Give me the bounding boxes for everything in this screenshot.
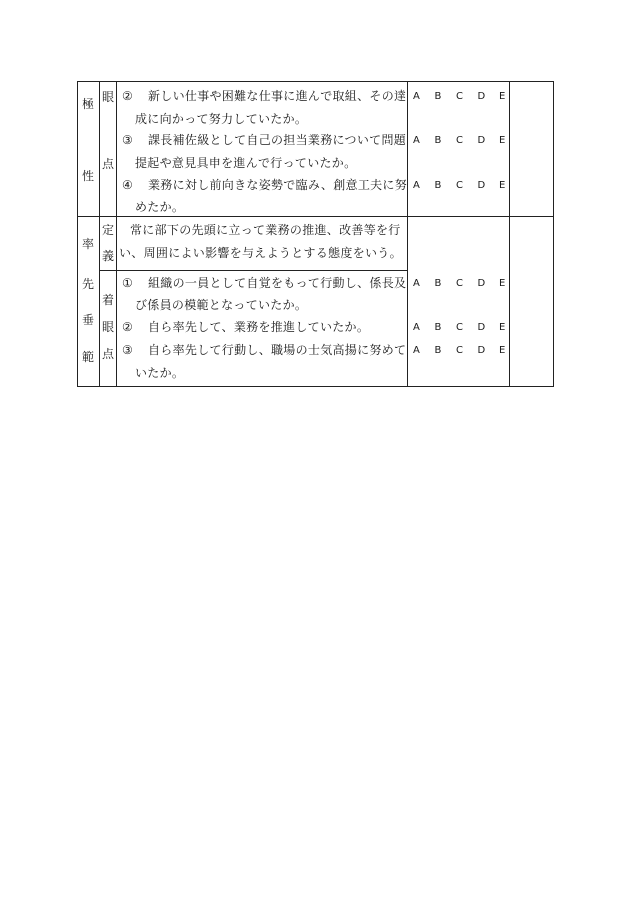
grade-c[interactable]: C bbox=[456, 91, 463, 102]
category-char: 率 bbox=[82, 237, 95, 251]
grade-a[interactable]: A bbox=[413, 345, 420, 356]
grade-c[interactable]: C bbox=[456, 322, 463, 333]
item-number: ② bbox=[122, 89, 134, 103]
item-text-line: 組織の一員として自覚をもって行動し、係長及 bbox=[148, 276, 407, 290]
grade-options bbox=[413, 134, 521, 148]
grade-c[interactable]: C bbox=[456, 345, 463, 356]
table-rule-section-divider bbox=[77, 216, 554, 217]
item-text-line: 提起や意見具申を進んで行っていたか。 bbox=[135, 156, 357, 170]
grade-b[interactable]: B bbox=[434, 278, 442, 289]
table-rule-bottom bbox=[77, 386, 554, 387]
grade-e[interactable]: E bbox=[499, 91, 506, 102]
grade-e[interactable]: E bbox=[499, 322, 506, 333]
item-number: ② bbox=[122, 320, 134, 334]
grade-a[interactable]: A bbox=[413, 91, 420, 102]
grade-a[interactable]: A bbox=[413, 180, 420, 191]
aspect-label-char: 眼 bbox=[102, 320, 115, 334]
item-text-line: び係員の模範となっていたか。 bbox=[135, 298, 308, 312]
grade-a[interactable]: A bbox=[413, 322, 420, 333]
aspect-label-char: 着 bbox=[102, 293, 115, 307]
grade-options bbox=[413, 90, 521, 104]
aspect-label-char: 点 bbox=[102, 347, 115, 361]
grade-a[interactable]: A bbox=[413, 135, 420, 146]
grade-options bbox=[413, 321, 521, 335]
item-text-line: 新しい仕事や困難な仕事に進んで取組、その達 bbox=[148, 89, 407, 103]
table-rule-category-right bbox=[99, 81, 100, 387]
grade-e[interactable]: E bbox=[499, 135, 506, 146]
grade-options bbox=[413, 344, 521, 358]
item-number: ③ bbox=[122, 343, 134, 357]
category-char: 性 bbox=[82, 169, 95, 183]
item-text-line: いたか。 bbox=[135, 366, 185, 380]
grade-b[interactable]: B bbox=[434, 135, 442, 146]
grade-c[interactable]: C bbox=[456, 135, 463, 146]
item-number: ④ bbox=[122, 178, 134, 192]
table-rule-definition-divider bbox=[99, 270, 408, 271]
grade-d[interactable]: D bbox=[477, 278, 486, 289]
item-number: ③ bbox=[122, 133, 134, 147]
grade-c[interactable]: C bbox=[456, 180, 463, 191]
definition-text-line: い、周囲によい影響を与えようとする態度をいう。 bbox=[119, 246, 402, 260]
grade-d[interactable]: D bbox=[477, 180, 486, 191]
aspect-label-char: 点 bbox=[102, 157, 115, 171]
grade-options bbox=[413, 179, 521, 193]
item-text-line: 課長補佐級として自己の担当業務について問題 bbox=[148, 133, 407, 147]
category-char: 垂 bbox=[82, 313, 95, 327]
grade-e[interactable]: E bbox=[499, 278, 506, 289]
grade-a[interactable]: A bbox=[413, 278, 420, 289]
table-rule-top bbox=[77, 81, 554, 82]
table-rule-right bbox=[553, 81, 554, 387]
item-text-line: 自ら率先して、業務を推進していたか。 bbox=[148, 320, 370, 334]
grade-d[interactable]: D bbox=[477, 345, 486, 356]
item-text-line: 自ら率先して行動し、職場の士気高揚に努めて bbox=[148, 343, 407, 357]
grade-d[interactable]: D bbox=[477, 322, 486, 333]
table-rule-left bbox=[77, 81, 78, 387]
item-number: ① bbox=[122, 276, 134, 290]
grade-b[interactable]: B bbox=[434, 180, 442, 191]
grade-b[interactable]: B bbox=[434, 91, 442, 102]
grade-c[interactable]: C bbox=[456, 278, 463, 289]
item-text-line: 業務に対し前向きな姿勢で臨み、創意工夫に努 bbox=[148, 178, 408, 192]
category-char: 先 bbox=[82, 277, 95, 291]
table-rule-label-right bbox=[116, 81, 117, 387]
definition-label-char: 定 bbox=[102, 223, 115, 237]
item-text-line: 成に向かって努力していたか。 bbox=[135, 112, 308, 126]
table-rule-content-right bbox=[407, 81, 408, 387]
category-char: 範 bbox=[82, 350, 95, 364]
grade-b[interactable]: B bbox=[434, 322, 442, 333]
aspect-label-char: 眼 bbox=[102, 90, 115, 104]
grade-e[interactable]: E bbox=[499, 345, 506, 356]
category-char: 極 bbox=[82, 97, 95, 111]
item-text-line: めたか。 bbox=[135, 200, 185, 214]
grade-d[interactable]: D bbox=[477, 135, 486, 146]
grade-b[interactable]: B bbox=[434, 345, 442, 356]
definition-label-char: 義 bbox=[102, 249, 115, 263]
definition-text-line: 常に部下の先頭に立って業務の推進、改善等を行 bbox=[130, 223, 401, 237]
grade-options bbox=[413, 277, 521, 291]
grade-d[interactable]: D bbox=[477, 91, 486, 102]
table-rule-grade-right bbox=[509, 81, 510, 387]
grade-e[interactable]: E bbox=[499, 180, 506, 191]
